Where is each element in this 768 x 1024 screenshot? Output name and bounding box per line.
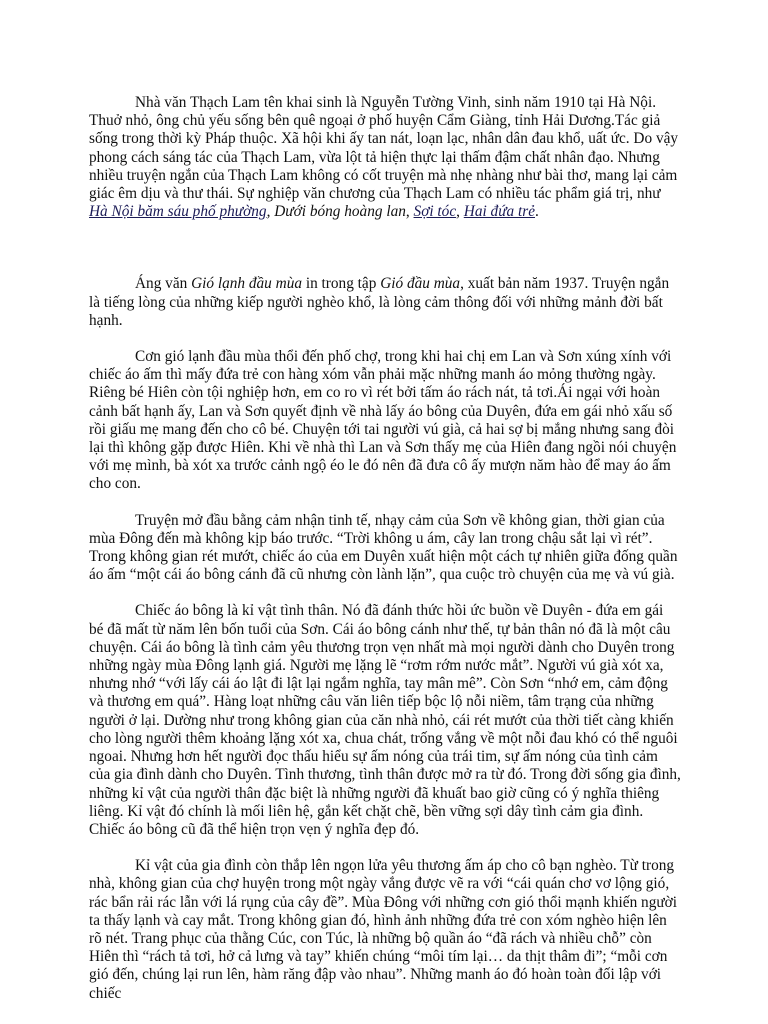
paragraph-opening: Truyện mở đầu bằng cảm nhận tinh tế, nhạy cảm của Sơn về không gian, thời gian của mùa Đông đến mà không kịp báo trước. “Trời không u ám, cây lan trong chậu sắt lại vì rét”. Trong không gian rét mướt, chiếc áo của em Duyên xuất hiện một cách tự nhiên giữa đống quần áo ấm “một cái áo bông cánh đã cũ nhưng còn lành lặn”, qua cuộc trò chuyện của mẹ và vú già. bbox=[89, 511, 678, 584]
title-gio-dau-mua: Gió đầu mùa bbox=[380, 275, 461, 293]
spacer bbox=[89, 839, 681, 857]
link-soi-toc[interactable]: Sợi tóc bbox=[413, 203, 457, 221]
paragraph-author-intro bbox=[89, 94, 681, 221]
paragraph-summary: Cơn gió lạnh đầu mùa thổi đến phố chợ, trong khi hai chị em Lan và Sơn xúng xính với chiếc áo ấm thì mấy đứa trẻ con hàng xóm vẫn phải mặc những manh áo mỏng thường ngày. Riêng bé Hiên còn tội nghiệp hơn, em co ro vì rét bởi tấm áo rách nát, tả tơi.Ái ngại với hoàn cảnh bất hạnh ấy, Lan và Sơn quyết định về nhà lấy áo bông của Duyên, đứa em gái nhỏ xấu số rồi giấu mẹ mang đến cho cô bé. Chuyện tới tai người vú già, cả hai sợ bị mắng nhưng sang đòi lại thì không gặp được Hiên. Khi về nhà thì Lan và Sơn thấy mẹ của Hiên đang ngồi nói chuyện với mẹ mình, bà xót xa trước cảnh ngộ éo le đó nên đã đưa cô ấy mượn năm hào để may áo ấm cho con. bbox=[89, 348, 677, 493]
work-duoi-bong-hoang-lan: Dưới bóng hoàng lan bbox=[274, 203, 406, 221]
link-ha-noi-bam-sau-pho-phuong[interactable]: Hà Nội băm sáu phố phường bbox=[89, 203, 267, 221]
title-gio-lanh-dau-mua: Gió lạnh đầu mùa bbox=[191, 275, 302, 293]
spacer bbox=[89, 494, 681, 512]
paragraph-text: , xuất bản năm 1937. Truyện ngắn là tiếng lòng của những kiếp người nghèo khổ, là lòng cảm thông đối với những mảnh đời bất hạnh. bbox=[89, 275, 670, 329]
spacer bbox=[89, 584, 681, 602]
paragraph-end: . bbox=[535, 203, 539, 221]
separator: , bbox=[266, 203, 275, 221]
paragraph-text: Áng văn bbox=[135, 275, 192, 293]
separator: , bbox=[405, 203, 414, 221]
spacer bbox=[89, 330, 681, 348]
separator: , bbox=[456, 203, 464, 221]
link-hai-dua-tre[interactable]: Hai đứa trẻ bbox=[463, 203, 536, 221]
paragraph-keepsake: Chiếc áo bông là kỉ vật tình thân. Nó đã đánh thức hồi ức buồn về Duyên - đứa em gái bé đã mất từ năm lên bốn tuổi của Sơn. Cái áo bông cánh như thế, tự bản thân nó đã là một câu chuyện. Cái áo bông là tình cảm yêu thương trọn vẹn nhất mà mọi người dành cho Duyên trong những ngày mùa Đông lạnh giá. Người mẹ lặng lẽ “rơm rớm nước mắt”. Người vú già xót xa, nhưng nhớ “với lấy cái áo lật đi lật lại ngắm nghĩa, tay mân mê”. Còn Sơn “nhớ em, cảm động và thương em quá”. Hàng loạt những câu văn liên tiếp bộc lộ nỗi niềm, tâm trạng của những người ở lại. Dường như trong không gian của căn nhà nhỏ, cái rét mướt của thời tiết càng khiến cho lòng người thêm khoảng lặng xót xa, chua chát, trống vắng về một nỗi đau khó có thể nguôi ngoai. Nhưng hơn hết người đọc thấu hiểu sự ấm nóng của trái tim, sự ấm nóng của tình cảm của gia đình dành cho Duyên. Tình thương, tình thân được mở ra từ đó. Trong đời sống gia đình, những kỉ vật của người thân đặc biệt là những người đã khuất bao giờ cũng có ý nghĩa thiêng liêng. Kỉ vật đó chính là mối liên hệ, gắn kết chặt chẽ, bền vững sợi dây tình cảm gia đình. Chiếc áo bông cũ đã thể hiện trọn vẹn ý nghĩa đẹp đó. bbox=[89, 602, 681, 838]
paragraph-poor-children: Kỉ vật của gia đình còn thắp lên ngọn lửa yêu thương ấm áp cho cô bạn nghèo. Từ trong nhà, không gian của chợ huyện trong một ngày vắng được vẽ ra với “cái quán chơ vơ lộng gió, rác bẩn rải rác lẫn với lá rụng của cây đề”. Mùa Đông với những cơn gió thổi mạnh khiến người ta thấy lạnh và cay mắt. Trong không gian đó, hình ảnh những đứa trẻ con xóm nghèo hiện lên rõ nét. Trang phục của thằng Cúc, con Túc, là những bộ quần áo “đã rách và nhiều chỗ” còn Hiên thì “rách tả tơi, hở cả lưng và tay” khiến chúng “môi tím lại… da thịt thâm đi”; “mỗi cơn gió đến, chúng lại run lên, hàm răng đập vào nhau”. Những manh áo đó hoàn toàn đối lập với chiếc bbox=[89, 857, 677, 1002]
paragraph-text: Nhà văn Thạch Lam tên khai sinh là Nguyễn Tường Vinh, sinh năm 1910 tại Hà Nội. Thuở nhỏ, ông chủ yếu sống bên quê ngoại ở phố huyện Cẩm Giàng, tỉnh Hải Dương.Tác giả sống trong thời kỳ Pháp thuộc. Xã hội khi ấy tan nát, loạn lạc, nhân dân đau khổ, uất ức. Do vậy phong cách sáng tác của Thạch Lam, vừa lột tả hiện thực lại thấm đậm chất nhân đạo. Nhưng nhiều truyện ngắn của Thạch Lam không có cốt truyện mà nhẹ nhàng như bài thơ, mang lại cảm giác êm dịu và thư thái. Sự nghiệp văn chương của Thạch Lam có nhiều tác phẩm giá trị, như bbox=[89, 94, 679, 203]
spacer bbox=[89, 221, 681, 275]
document-page bbox=[89, 94, 681, 1003]
paragraph-text: in trong tập bbox=[302, 275, 381, 293]
paragraph-work-intro bbox=[89, 275, 681, 330]
